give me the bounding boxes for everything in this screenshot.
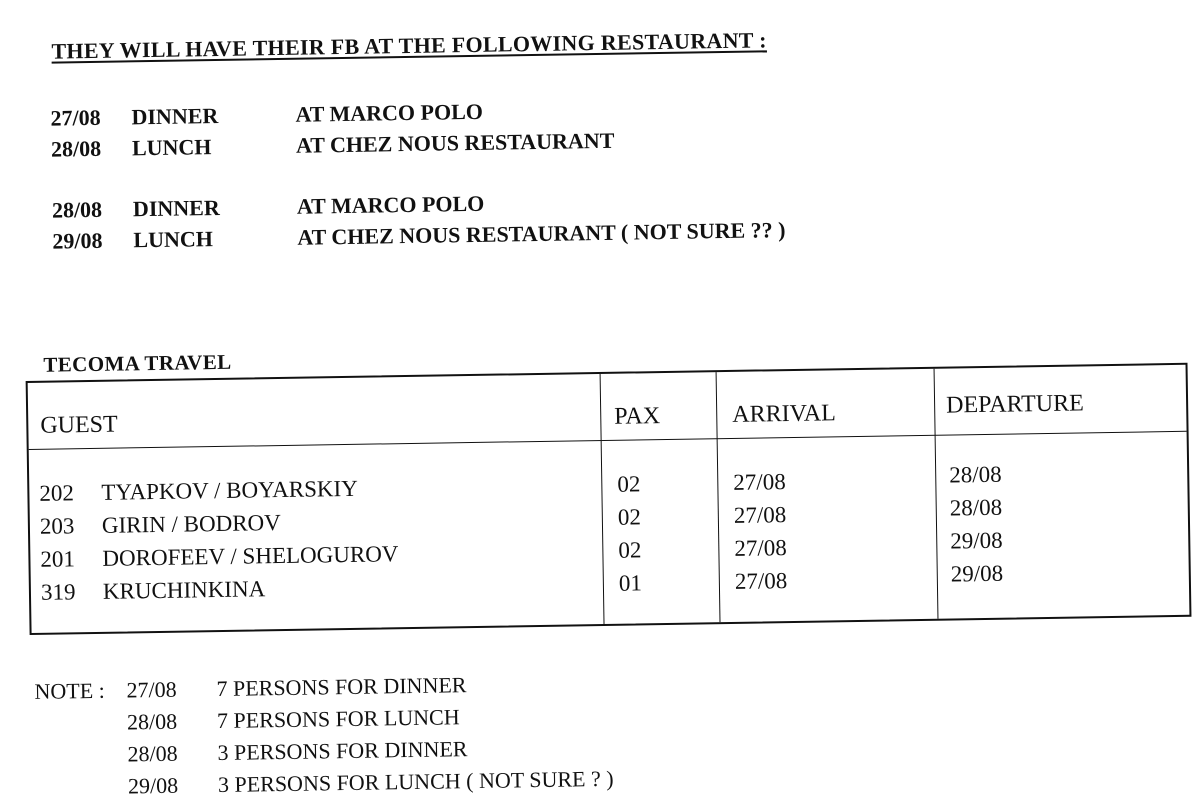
company-name: TECOMA TRAVEL <box>43 349 232 377</box>
pax-count: 01 <box>618 570 643 596</box>
arrival-date: 27/08 <box>734 568 788 594</box>
meal-place: AT CHEZ NOUS RESTAURANT <box>295 127 615 158</box>
guest-table <box>26 363 1192 635</box>
guest-name: DOROFEEV / SHELOGUROV <box>102 541 399 571</box>
departure-date: 29/08 <box>950 527 1003 554</box>
meal-type: DINNER <box>132 194 220 222</box>
note-date: 27/08 <box>126 676 177 703</box>
meal-place: AT CHEZ NOUS RESTAURANT ( NOT SURE ?? ) <box>297 217 786 250</box>
header-divider <box>29 431 1187 450</box>
meal-type: LUNCH <box>133 226 214 253</box>
pax-count: 02 <box>617 471 641 497</box>
guest-name: TYAPKOV / BOYARSKIY <box>101 475 359 505</box>
room-number: 319 <box>40 579 76 605</box>
departure-date: 28/08 <box>949 461 1002 488</box>
note-label: NOTE : <box>34 677 105 704</box>
room-number: 203 <box>39 513 75 539</box>
note-date: 28/08 <box>127 740 178 767</box>
meal-place: AT MARCO POLO <box>295 98 484 127</box>
note-text: 3 PERSONS FOR DINNER <box>217 736 468 766</box>
departure-date: 29/08 <box>950 560 1004 587</box>
section-heading: THEY WILL HAVE THEIR FB AT THE FOLLOWING RESTAURANT : <box>51 27 767 64</box>
meal-place: AT MARCO POLO <box>296 190 485 219</box>
meal-date: 29/08 <box>52 227 103 254</box>
column-header-guest: GUEST <box>40 411 118 439</box>
pax-count: 02 <box>618 537 642 563</box>
meal-date: 27/08 <box>50 104 101 131</box>
meal-type: LUNCH <box>131 134 212 161</box>
departure-date: 28/08 <box>949 494 1003 521</box>
room-number: 201 <box>40 546 76 572</box>
room-number: 202 <box>39 480 75 506</box>
meal-date: 28/08 <box>51 196 103 223</box>
column-header-arrival: ARRIVAL <box>732 400 837 428</box>
arrival-date: 27/08 <box>734 535 787 561</box>
arrival-date: 27/08 <box>733 469 786 495</box>
arrival-date: 27/08 <box>733 502 787 528</box>
column-header-pax: PAX <box>614 403 661 430</box>
note-text: 7 PERSONS FOR DINNER <box>216 672 467 702</box>
column-header-departure: DEPARTURE <box>945 390 1085 419</box>
meal-type: DINNER <box>131 102 219 130</box>
note-date: 28/08 <box>126 708 178 735</box>
note-date: 29/08 <box>127 772 179 799</box>
note-text: 3 PERSONS FOR LUNCH ( NOT SURE ? ) <box>217 765 614 798</box>
guest-name: GIRIN / BODROV <box>101 510 281 538</box>
note-text: 7 PERSONS FOR LUNCH <box>216 704 460 734</box>
meal-date: 28/08 <box>50 135 102 162</box>
guest-name: KRUCHINKINA <box>102 576 266 604</box>
pax-count: 02 <box>617 504 642 530</box>
